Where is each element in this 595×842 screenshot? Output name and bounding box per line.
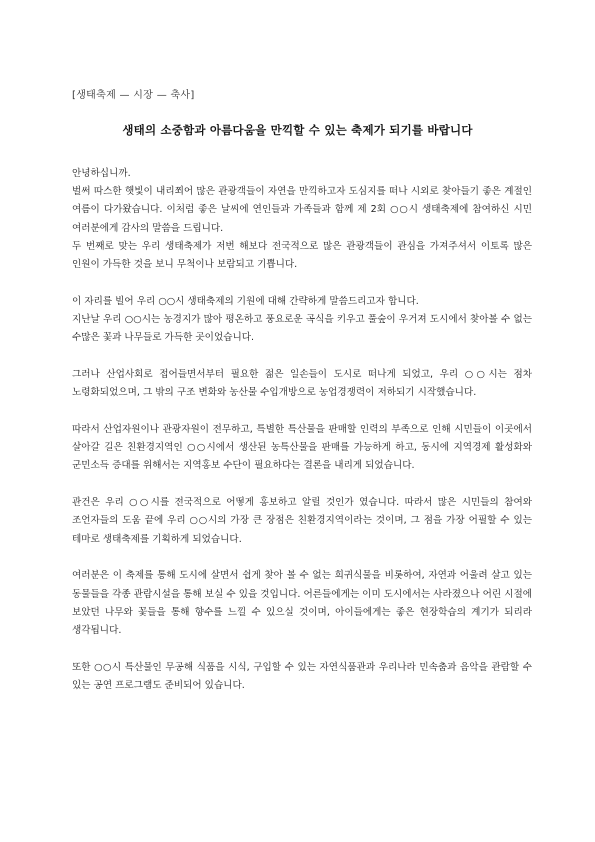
paragraph: 관건은 우리 ○○시를 전국적으로 어떻게 홍보하고 알릴 것인가 였습니다. 따라서 많은 시민들의 참여와 조언자들의 도움 끝에 우리 ○○시의 가장 큰 장점은 친환경지역이라는 것이며, 그 점을 가장 어필할 수 있는 테마로 생태축제를 기획하게 되었습니다. [72,497,532,545]
paragraph-greeting: 안녕하십니까. [72,168,131,179]
paragraph: 벌써 따스한 햇빛이 내리쬐어 많은 관광객들이 자연을 만끽하고자 도심지를 떠나 시외로 찾아들기 좋은 계절인 여름이 다가왔습니다. 이처럼 좋은 날씨에 연인들과 가족들과 함께 제 2회 ○○시 생태축제에 참여하신 시민 여러분에게 감사의 말씀을 드립니다. [72,186,532,234]
paragraph: 따라서 산업자원이나 관광자원이 전무하고, 특별한 특산물을 판매할 인력의 부족으로 인해 시민들이 이곳에서 살아갈 길은 친환경지역인 ○○시에서 생산된 농특산물을 판매를 가능하게 하고, 동시에 지역경제 활성화와 군민소득 증대를 위해서는 지역홍보 수단이 필요하다는 결론을 내리게 되었습니다. [72,424,532,472]
paragraph: 그러나 산업사회로 접어들면서부터 필요한 젊은 일손들이 도시로 떠나게 되었고, 우리 ○○시는 점차 노령화되었으며, 그 밖의 구조 변화와 농산물 수입개방으로 농업경쟁력이 저하되기 시작했습니다. [72,369,532,399]
paragraph: 두 번째로 맞는 우리 생태축제가 저번 해보다 전국적으로 많은 관광객들이 관심을 가져주셔서 이토록 많은 인원이 가득한 것을 보니 무척이나 보람되고 기쁩니다. [72,240,532,271]
paragraph: 또한 ○○시 특산물인 무공해 식품을 시식, 구입할 수 있는 자연식품관과 우리나라 민속춤과 음악을 관람할 수 있는 공연 프로그램도 준비되어 있습니다. [72,661,532,692]
paragraph: 이 자리를 빌어 우리 ○○시 생태축제의 기원에 대해 간략하게 말씀드리고자 합니다. [72,295,419,307]
paragraph: 여러분은 이 축제를 통해 도시에 살면서 쉽게 찾아 볼 수 없는 희귀식물을 비롯하여, 자연과 어울려 살고 있는 동물들을 각종 관람시설을 통해 보실 수 있을 것입니다. 어른들에게는 이미 도시에서는 사라졌으나 어린 시절에 보았던 나무와 꽃들을 통해 향수를 느낄 수 있으실 것이며, 아이들에게는 좋은 현장학습의 계기가 되리라 생각됩니다. [72,570,532,637]
document-title: 생태의 소중함과 아름다움을 만끽할 수 있는 축제가 되기를 바랍니다 [122,123,473,137]
category-tag: [생태축제 — 시장 — 축사] [72,90,195,101]
document-body [72,165,532,714]
paragraph: 지난날 우리 ○○시는 농경지가 많아 평온하고 풍요로운 곡식을 키우고 풀숲이 우거져 도시에서 찾아볼 수 없는 수많은 꽃과 나무들로 가득한 곳이었습니다. [72,314,532,344]
